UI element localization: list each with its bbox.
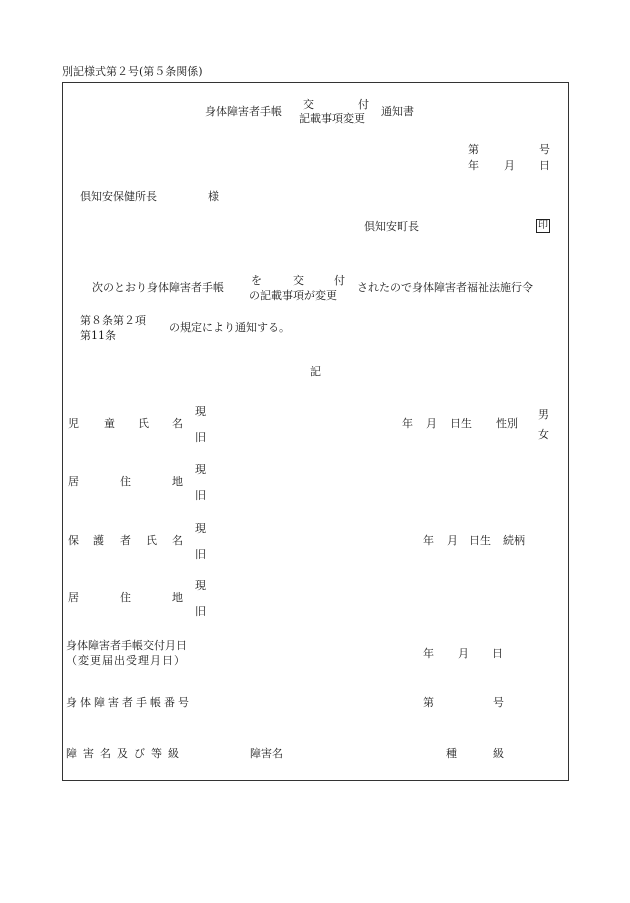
residence1-label-c1: 居 [68,475,79,488]
title-option-change: 記載事項変更 [299,112,365,125]
title-suffix: 通知書 [381,105,414,118]
body-option-wo: を [251,274,262,287]
disability-grade: 級 [493,747,504,760]
child-label-c2: 童 [104,417,115,430]
guardian-label-c4: 氏 [146,534,157,547]
residence1-label-c3: 地 [172,475,183,488]
child-nen: 年 [402,417,413,430]
guardian-label-c3: 者 [120,534,131,547]
body-option-change: の記載事項が変更 [249,289,337,302]
child-label-c1: 児 [68,417,79,430]
guardian-label-c1: 保 [68,534,79,547]
guardian-old: 旧 [195,548,206,561]
child-birth: 日生 [450,417,472,430]
disability-label: 障害名及び等級 [66,747,185,760]
form-frame [62,82,569,781]
title-option-fu: 付 [358,98,369,111]
guardian-tsuki: 月 [447,534,458,547]
date-nen: 年 [468,159,479,172]
residence2-label-c2: 住 [120,591,131,604]
issue-date-label: 身体障害者手帳交付月日 [66,639,187,652]
guardian-nen: 年 [423,534,434,547]
guardian-birth: 日生 [469,534,491,547]
child-old: 旧 [195,431,206,444]
guardian-current: 現 [195,522,206,535]
residence2-label-c3: 地 [172,591,183,604]
ki-heading: 記 [310,365,321,378]
residence1-current: 現 [195,463,206,476]
child-male: 男 [538,408,549,421]
body-option-kou: 交 [293,274,304,287]
handbook-go: 号 [493,696,504,709]
guardian-relation: 続柄 [503,534,525,547]
handbook-number-label: 身体障害者手帳番号 [66,696,192,709]
title-prefix: 身体障害者手帳 [205,105,282,118]
residence2-current: 現 [195,579,206,592]
disability-type: 種 [446,747,457,760]
body-line1-suffix: されたので身体障害者福祉法施行令 [357,281,533,294]
form-number: 別記様式第２号(第５条関係) [62,65,203,78]
addressee-name: 倶知安保健所長 [80,190,157,203]
child-sex-label: 性別 [496,417,518,430]
date-tsuki: 月 [504,159,515,172]
handbook-dai: 第 [423,696,434,709]
date-hi: 日 [539,159,550,172]
change-date-label: （変更届出受理月日） [66,654,186,667]
issue-nen: 年 [423,647,434,660]
seal-mark: 印 [538,220,548,231]
disability-name-label: 障害名 [250,747,283,760]
body-article1: 第８条第２項 [80,314,146,327]
addressee-honorific: 様 [208,190,219,203]
issue-hi: 日 [492,647,503,660]
body-article2: 第11条 [80,329,116,342]
guardian-label-c5: 名 [172,534,183,547]
residence1-old: 旧 [195,489,206,502]
body-line1-prefix: 次のとおり身体障害者手帳 [92,281,224,294]
child-female: 女 [538,428,549,441]
residence2-label-c1: 居 [68,591,79,604]
body-option-fu: 付 [334,274,345,287]
number-go: 号 [539,143,550,156]
body-line2-suffix: の規定により通知する。 [169,321,290,334]
child-current: 現 [195,405,206,418]
child-label-c4: 名 [172,417,183,430]
residence1-label-c2: 住 [120,475,131,488]
child-label-c3: 氏 [138,417,149,430]
issue-tsuki: 月 [458,647,469,660]
sender-name: 倶知安町長 [364,220,419,233]
number-dai: 第 [468,143,479,156]
guardian-label-c2: 護 [93,534,104,547]
title-option-kou: 交 [303,98,314,111]
child-tsuki: 月 [426,417,437,430]
residence2-old: 旧 [195,605,206,618]
